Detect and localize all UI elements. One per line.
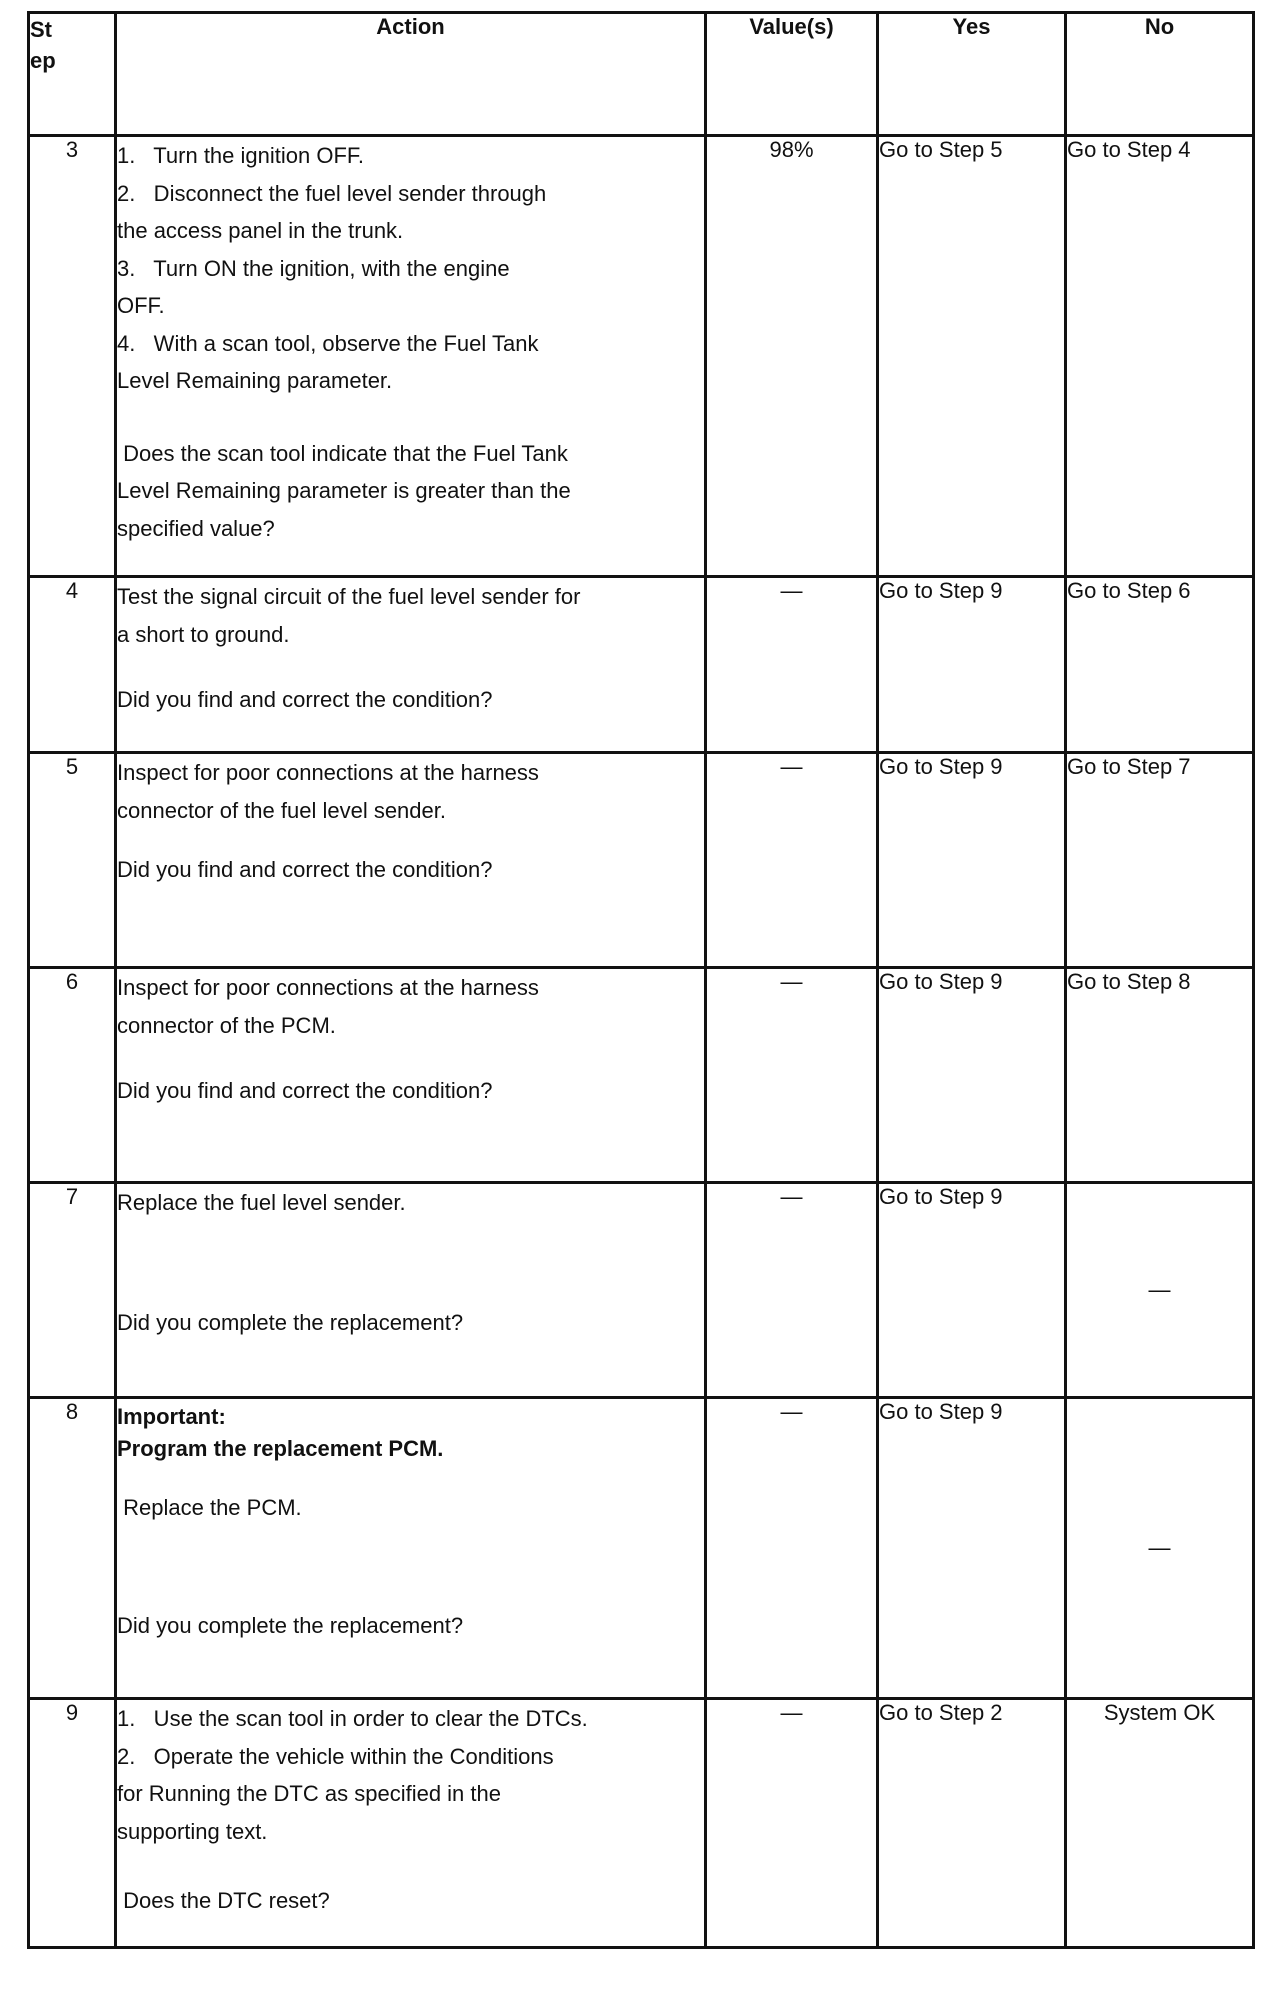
no-outcome: Go to Step 8 [1066, 968, 1254, 1183]
important-text: Program the replacement PCM. [117, 1436, 444, 1461]
dash: — [1148, 1277, 1171, 1302]
action-line: for Running the DTC as specified in the [117, 1781, 501, 1806]
no-outcome: Go to Step 7 [1066, 753, 1254, 968]
dash: — [780, 578, 803, 603]
action-question: Did you find and correct the condition? [117, 687, 493, 712]
step-number: 7 [29, 1183, 116, 1398]
dash: — [780, 1184, 803, 1209]
action-line: 3. Turn ON the ignition, with the engine [117, 255, 510, 281]
step-number: 9 [29, 1699, 116, 1948]
table-row [29, 968, 1254, 1183]
action-question: Does the DTC reset? [117, 1888, 330, 1913]
action-line: 1. Use the scan tool in order to clear the DTCs. [117, 1706, 588, 1731]
action-question: Does the scan tool indicate that the Fuel Tank [117, 440, 568, 466]
no-outcome: System OK [1066, 1699, 1254, 1948]
header-step: St ep [29, 13, 116, 136]
action-question: Did you find and correct the condition? [117, 1078, 493, 1103]
action-line: Inspect for poor connections at the harness [117, 760, 539, 785]
dash: — [780, 1700, 803, 1725]
no-outcome: Go to Step 6 [1066, 577, 1254, 753]
action-cell [116, 1398, 706, 1699]
value-cell [706, 1398, 878, 1699]
diagnostic-table [27, 11, 1255, 1949]
yes-outcome: Go to Step 9 [878, 577, 1066, 753]
dash: — [1148, 1535, 1171, 1560]
action-line: Replace the fuel level sender. [117, 1190, 406, 1215]
action-question: specified value? [117, 515, 275, 541]
yes-outcome: Go to Step 2 [878, 1699, 1066, 1948]
action-line: the access panel in the trunk. [117, 218, 404, 243]
dash: — [780, 969, 803, 994]
action-line: 2. Operate the vehicle within the Conditions [117, 1743, 554, 1769]
step-number: 3 [29, 136, 116, 577]
yes-outcome: Go to Step 9 [878, 1183, 1066, 1398]
action-cell [116, 753, 706, 968]
action-line: Test the signal circuit of the fuel level sender for [117, 584, 581, 609]
no-outcome [1066, 1398, 1254, 1699]
action-question: Did you find and correct the condition? [117, 857, 493, 882]
value-cell [706, 1183, 878, 1398]
value-cell: 98% [706, 136, 878, 577]
table-row [29, 1398, 1254, 1699]
action-line: supporting text. [117, 1818, 268, 1844]
action-cell [116, 577, 706, 753]
table-row [29, 1699, 1254, 1948]
header-action: Action [116, 13, 706, 136]
action-line: Level Remaining parameter. [117, 368, 393, 393]
yes-outcome: Go to Step 5 [878, 136, 1066, 577]
action-line: 1. Turn the ignition OFF. [117, 143, 365, 168]
step-number: 5 [29, 753, 116, 968]
value-cell [706, 753, 878, 968]
table-row [29, 577, 1254, 753]
dash: — [780, 1399, 803, 1424]
action-cell [116, 136, 706, 577]
action-line: connector of the fuel level sender. [117, 797, 446, 823]
dash: — [780, 754, 803, 779]
action-line: 2. Disconnect the fuel level sender through [117, 180, 547, 206]
action-line: Inspect for poor connections at the harness [117, 975, 539, 1000]
action-line: a short to ground. [117, 621, 290, 647]
yes-outcome: Go to Step 9 [878, 1398, 1066, 1699]
action-cell [116, 1699, 706, 1948]
value-cell [706, 968, 878, 1183]
table-row [29, 753, 1254, 968]
header-values: Value(s) [706, 13, 878, 136]
header-no: No [1066, 13, 1254, 136]
action-line: Replace the PCM. [117, 1495, 302, 1520]
step-number: 4 [29, 577, 116, 753]
yes-outcome: Go to Step 9 [878, 753, 1066, 968]
no-outcome [1066, 1183, 1254, 1398]
table-row [29, 136, 1254, 577]
step-number: 6 [29, 968, 116, 1183]
action-question: Did you complete the replacement? [117, 1612, 464, 1638]
action-line: 4. With a scan tool, observe the Fuel Tank [117, 330, 539, 356]
action-line: connector of the PCM. [117, 1012, 336, 1038]
no-outcome: Go to Step 4 [1066, 136, 1254, 577]
action-question: Did you complete the replacement? [117, 1309, 464, 1335]
step-number: 8 [29, 1398, 116, 1699]
value-cell [706, 1699, 878, 1948]
header-row [29, 13, 1254, 136]
action-question: Level Remaining parameter is greater than the [117, 478, 571, 503]
action-line: OFF. [117, 293, 165, 318]
value-cell [706, 577, 878, 753]
action-cell [116, 1183, 706, 1398]
action-cell [116, 968, 706, 1183]
important-label: Important: [117, 1404, 226, 1429]
header-yes: Yes [878, 13, 1066, 136]
yes-outcome: Go to Step 9 [878, 968, 1066, 1183]
table-row [29, 1183, 1254, 1398]
